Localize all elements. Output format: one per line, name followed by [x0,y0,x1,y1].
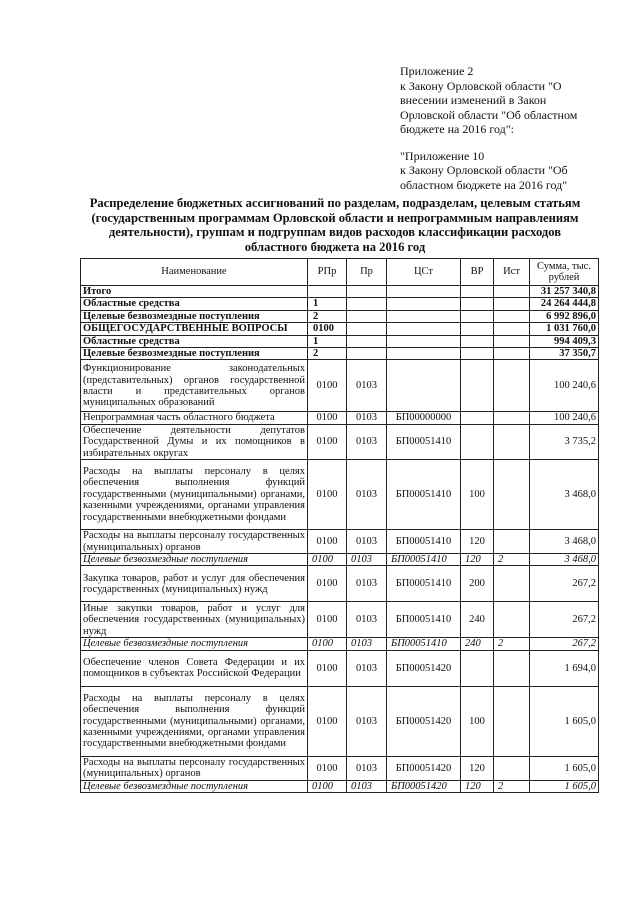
cell-pr: 0103 [347,530,387,554]
cell-rpr: 0100 [308,686,347,756]
cell-vr [461,424,494,459]
table-row [81,460,599,530]
cell-name: Закупка товаров, работ и услуг для обеспечения государственных (муниципальных) нужд [81,566,308,602]
table-row [81,298,599,310]
appendix-line: Орловской области "Об областном [400,107,578,122]
cell-ist [494,310,530,322]
cell-name: Целевые безвозмездные поступления [81,638,308,650]
cell-pr: 0103 [347,554,387,566]
cell-vr: 120 [461,554,494,566]
cell-rpr: 2 [308,348,347,360]
cell-name: Расходы на выплаты персоналу государственных (муниципальных) органов [81,756,308,780]
cell-ist [494,602,530,638]
cell-cst [387,298,461,310]
cell-vr [461,650,494,686]
cell-name: Итого [81,286,308,298]
cell-rpr: 0100 [308,756,347,780]
appendix-header [400,64,602,192]
cell-vr [461,348,494,360]
cell-vr: 100 [461,686,494,756]
cell-rpr: 0100 [308,602,347,638]
cell-rpr: 0100 [308,412,347,424]
cell-vr [461,360,494,412]
cell-cst: БП00000000 [387,412,461,424]
budget-table [80,258,599,793]
table-row [81,424,599,459]
cell-pr: 0103 [347,460,387,530]
table-row [81,323,599,335]
cell-pr [347,335,387,347]
cell-name: Обеспечение членов Совета Федерации и их помощников в субъектах Российской Федерации [81,650,308,686]
cell-pr [347,323,387,335]
table-row [81,780,599,792]
cell-cst: БП00051410 [387,602,461,638]
cell-pr [347,310,387,322]
header-rpr: РПр [308,259,347,286]
cell-rpr: 0100 [308,650,347,686]
cell-cst: БП00051410 [387,530,461,554]
cell-sum: 994 409,3 [530,335,599,347]
header-vr: ВР [461,259,494,286]
cell-cst: БП00051420 [387,686,461,756]
appendix-line: к Закону Орловской области "О [400,78,562,93]
appendix-line: "Приложение 10 [400,148,485,163]
cell-rpr [308,286,347,298]
cell-sum: 267,2 [530,566,599,602]
header-ist: Ист [494,259,530,286]
cell-vr: 120 [461,530,494,554]
table-row [81,348,599,360]
cell-pr: 0103 [347,412,387,424]
cell-pr: 0103 [347,424,387,459]
cell-pr: 0103 [347,638,387,650]
cell-sum: 3 468,0 [530,554,599,566]
header-cst: ЦСт [387,259,461,286]
cell-rpr: 0100 [308,780,347,792]
table-row [81,530,599,554]
document-title: Распределение бюджетных ассигнований по разделам, подразделам, целевым статьям (государственным программам Орловской области и непрограммным направлениям деятельности), группам и подгруппам видов расходов классификации расходов областного бюджета на 2016 год [89,196,581,254]
table-row [81,412,599,424]
cell-ist: 2 [494,780,530,792]
cell-ist: 2 [494,638,530,650]
cell-ist [494,460,530,530]
cell-ist [494,412,530,424]
cell-ist [494,424,530,459]
cell-rpr: 0100 [308,360,347,412]
cell-sum: 100 240,6 [530,412,599,424]
cell-ist [494,286,530,298]
appendix-line: бюджете на 2016 год": [400,122,514,136]
cell-ist [494,686,530,756]
appendix-2-block [400,64,602,137]
table-header-row [81,259,599,286]
cell-vr: 120 [461,756,494,780]
cell-sum: 6 992 896,0 [530,310,599,322]
cell-pr: 0103 [347,756,387,780]
cell-pr: 0103 [347,566,387,602]
cell-cst [387,335,461,347]
cell-cst: БП00051420 [387,780,461,792]
cell-sum: 267,2 [530,602,599,638]
cell-name: Областные средства [81,298,308,310]
cell-vr: 240 [461,602,494,638]
header-sum: Сумма, тыс. рублей [530,259,599,286]
cell-vr: 120 [461,780,494,792]
cell-rpr: 0100 [308,638,347,650]
cell-name: Непрограммная часть областного бюджета [81,412,308,424]
cell-ist [494,360,530,412]
cell-cst: БП00051410 [387,424,461,459]
cell-pr [347,286,387,298]
cell-name: ОБЩЕГОСУДАРСТВЕННЫЕ ВОПРОСЫ [81,323,308,335]
table-row [81,335,599,347]
cell-pr [347,298,387,310]
cell-sum: 1 694,0 [530,650,599,686]
cell-name: Обеспечение деятельности депутатов Государственной Думы и их помощников в избирательных округах [81,424,308,459]
header-pr: Пр [347,259,387,286]
cell-name: Областные средства [81,335,308,347]
cell-rpr: 0100 [308,554,347,566]
cell-name: Функционирование законодательных (представительных) органов государственной власти и представительных органов муниципальных образований [81,360,308,412]
cell-name: Целевые безвозмездные поступления [81,780,308,792]
cell-rpr: 0100 [308,323,347,335]
cell-name: Целевые безвозмездные поступления [81,554,308,566]
cell-cst [387,360,461,412]
cell-vr: 200 [461,566,494,602]
cell-sum: 1 605,0 [530,780,599,792]
cell-sum: 31 257 340,8 [530,286,599,298]
cell-ist [494,650,530,686]
cell-cst: БП00051410 [387,638,461,650]
cell-ist [494,298,530,310]
cell-rpr: 0100 [308,530,347,554]
cell-cst: БП00051410 [387,460,461,530]
cell-sum: 3 735,2 [530,424,599,459]
cell-sum: 24 264 444,8 [530,298,599,310]
cell-cst: БП00051420 [387,650,461,686]
cell-sum: 3 468,0 [530,530,599,554]
cell-ist [494,348,530,360]
cell-sum: 3 468,0 [530,460,599,530]
table-row [81,756,599,780]
appendix-line: к Закону Орловской области "Об [400,163,568,177]
cell-vr [461,323,494,335]
table-row [81,286,599,298]
table-row [81,310,599,322]
cell-rpr: 0100 [308,566,347,602]
cell-cst: БП00051410 [387,566,461,602]
table-row [81,554,599,566]
cell-pr: 0103 [347,602,387,638]
cell-rpr: 0100 [308,424,347,459]
cell-ist [494,756,530,780]
table-row [81,566,599,602]
cell-sum: 1 605,0 [530,756,599,780]
cell-pr: 0103 [347,650,387,686]
cell-rpr: 1 [308,335,347,347]
table-row [81,650,599,686]
cell-sum: 1 031 760,0 [530,323,599,335]
cell-vr [461,286,494,298]
cell-ist [494,335,530,347]
cell-name: Иные закупки товаров, работ и услуг для обеспечения государственных (муниципальных) нужд [81,602,308,638]
cell-sum: 37 350,7 [530,348,599,360]
appendix-10-block [400,149,602,193]
cell-name: Расходы на выплаты персоналу в целях обеспечения выполнения функций государственными (муниципальными) органами, казенными учреждениями, органами управления государственными внебюджетными фондами [81,686,308,756]
cell-ist [494,530,530,554]
appendix-line: внесении изменений в Закон [400,93,547,107]
cell-cst: БП00051410 [387,554,461,566]
cell-ist: 2 [494,554,530,566]
cell-ist [494,566,530,602]
cell-pr [347,348,387,360]
cell-name: Целевые безвозмездные поступления [81,348,308,360]
cell-pr: 0103 [347,360,387,412]
cell-name: Целевые безвозмездные поступления [81,310,308,322]
cell-cst [387,348,461,360]
cell-cst [387,286,461,298]
cell-vr [461,412,494,424]
table-row [81,360,599,412]
cell-vr: 100 [461,460,494,530]
cell-cst [387,310,461,322]
cell-vr [461,298,494,310]
appendix-line: областном бюджете на 2016 год" [400,177,568,192]
table-row [81,638,599,650]
cell-rpr: 1 [308,298,347,310]
cell-vr [461,335,494,347]
table-row [81,686,599,756]
cell-rpr: 0100 [308,460,347,530]
cell-rpr: 2 [308,310,347,322]
cell-pr: 0103 [347,686,387,756]
appendix-line: Приложение 2 [400,64,474,78]
cell-cst: БП00051420 [387,756,461,780]
cell-ist [494,323,530,335]
cell-name: Расходы на выплаты персоналу государственных (муниципальных) органов [81,530,308,554]
cell-sum: 267,2 [530,638,599,650]
cell-cst [387,323,461,335]
cell-pr: 0103 [347,780,387,792]
header-name: Наименование [81,259,308,286]
cell-name: Расходы на выплаты персоналу в целях обеспечения выполнения функций государственными (муниципальными) органами, казенными учреждениями, органами управления государственными внебюджетными фондами [81,460,308,530]
cell-sum: 100 240,6 [530,360,599,412]
cell-vr: 240 [461,638,494,650]
cell-vr [461,310,494,322]
cell-sum: 1 605,0 [530,686,599,756]
table-row [81,602,599,638]
